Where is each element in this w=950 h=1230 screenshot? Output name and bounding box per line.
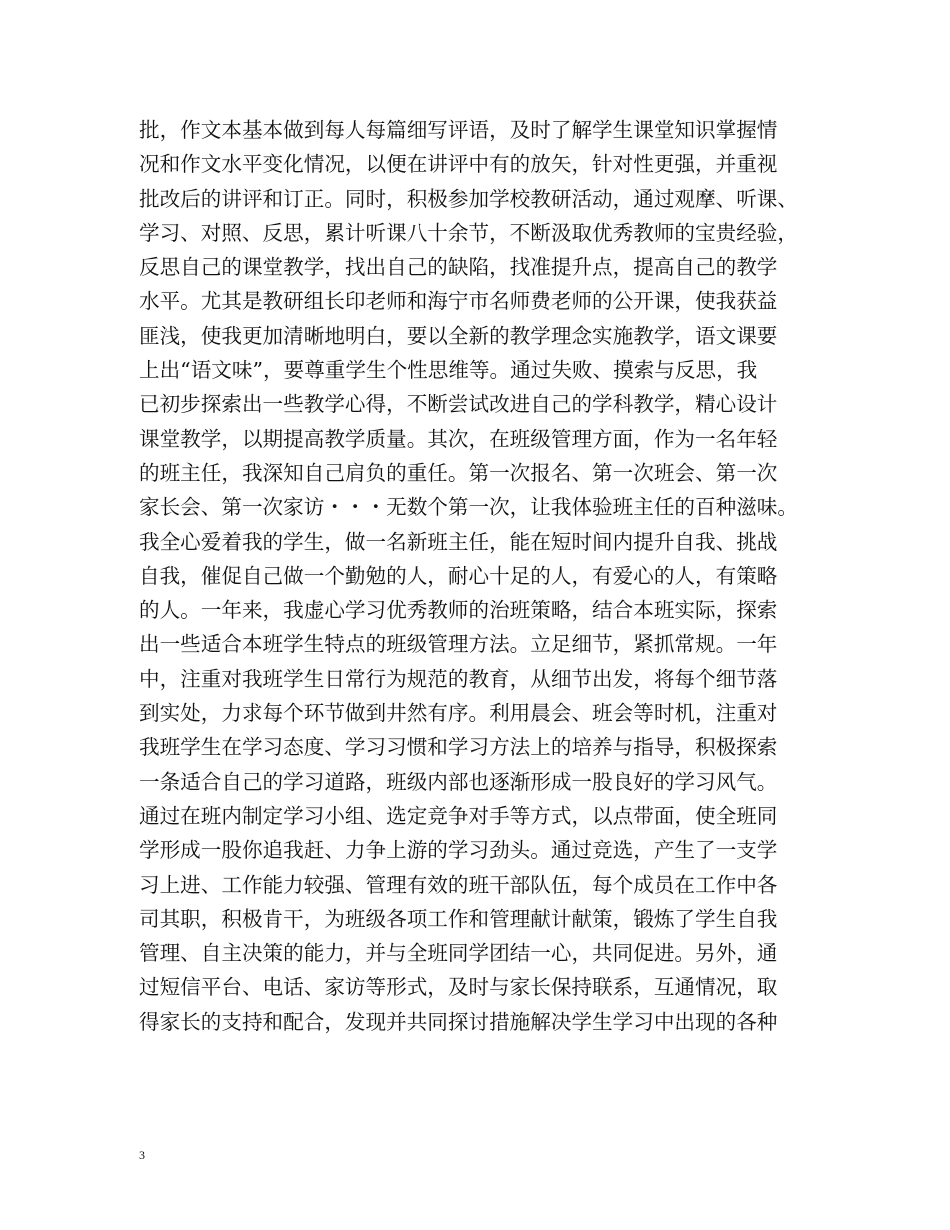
text-line: 的人。一年来，我虚心学习优秀教师的治班策略，结合本班实际，探索 (139, 598, 778, 623)
text-line: 家长会、第一次家访・・・无数个第一次，让我体验班主任的百种滋味。 (139, 495, 798, 520)
text-line: 出一些适合本班学生特点的班级管理方法。立足细节，紧抓常规。一年 (139, 632, 778, 657)
text-line: 中，注重对我班学生日常行为规范的教育，从细节出发，将每个细节落 (139, 666, 778, 691)
text-line: 反思自己的课堂教学，找出自己的缺陷，找准提升点，提高自己的教学 (139, 255, 778, 280)
text-line: 一条适合自己的学习道路，班级内部也逐渐形成一股良好的学习风气。 (139, 769, 778, 794)
text-line: 已初步探索出一些教学心得，不断尝试改进自己的学科教学，精心设计 (139, 392, 778, 417)
text-line: 自我，催促自己做一个勤勉的人，耐心十足的人，有爱心的人，有策略 (139, 563, 778, 588)
body-paragraph (139, 113, 829, 1039)
text-line: 习上进、工作能力较强、管理有效的班干部队伍，每个成员在工作中各 (139, 872, 778, 897)
text-line: 批，作文本基本做到每人每篇细写评语，及时了解学生课堂知识掌握情 (139, 118, 778, 142)
text-line: 学形成一股你追我赶、力争上游的学习劲头。通过竞选，产生了一支学 (139, 838, 778, 863)
text-line: 课堂教学，以期提高教学质量。其次，在班级管理方面，作为一名年轻 (139, 426, 778, 451)
text-line: 我全心爱着我的学生，做一名新班主任，能在短时间内提升自我、挑战 (139, 529, 778, 554)
text-line: 管理、自主决策的能力，并与全班同学团结一心，共同促进。另外，通 (139, 941, 778, 966)
text-line: 的班主任，我深知自己肩负的重任。第一次报名、第一次班会、第一次 (139, 460, 778, 485)
text-line: 得家长的支持和配合，发现并共同探讨措施解决学生学习中出现的各种 (139, 1009, 778, 1034)
text-line: 通过在班内制定学习小组、选定竞争对手等方式，以点带面，使全班同 (139, 803, 778, 828)
text-line: 批改后的讲评和订正。同时，积极参加学校教研活动，通过观摩、听课、 (139, 186, 798, 211)
page-number: 3 (139, 1148, 145, 1162)
text-line: 况和作文水平变化情况，以便在讲评中有的放矢，针对性更强，并重视 (139, 152, 778, 177)
text-line: 过短信平台、电话、家访等形式，及时与家长保持联系，互通情况，取 (139, 975, 778, 1000)
text-line: 水平。尤其是教研组长印老师和海宁市名师费老师的公开课，使我获益 (139, 289, 778, 314)
text-line: 上出“语文味”，要尊重学生个性思维等。通过失败、摸索与反思，我 (139, 358, 758, 383)
text-line: 学习、对照、反思，累计听课八十余节，不断汲取优秀教师的宝贵经验， (139, 220, 798, 245)
text-line: 司其职，积极肯干，为班级各项工作和管理献计献策，锻炼了学生自我 (139, 906, 778, 931)
text-line: 到实处，力求每个环节做到井然有序。利用晨会、班会等时机，注重对 (139, 701, 778, 726)
text-line: 我班学生在学习态度、学习习惯和学习方法上的培养与指导，积极探索 (139, 735, 778, 760)
text-line: 匪浅，使我更加清晰地明白，要以全新的教学理念实施教学，语文课要 (139, 323, 778, 348)
